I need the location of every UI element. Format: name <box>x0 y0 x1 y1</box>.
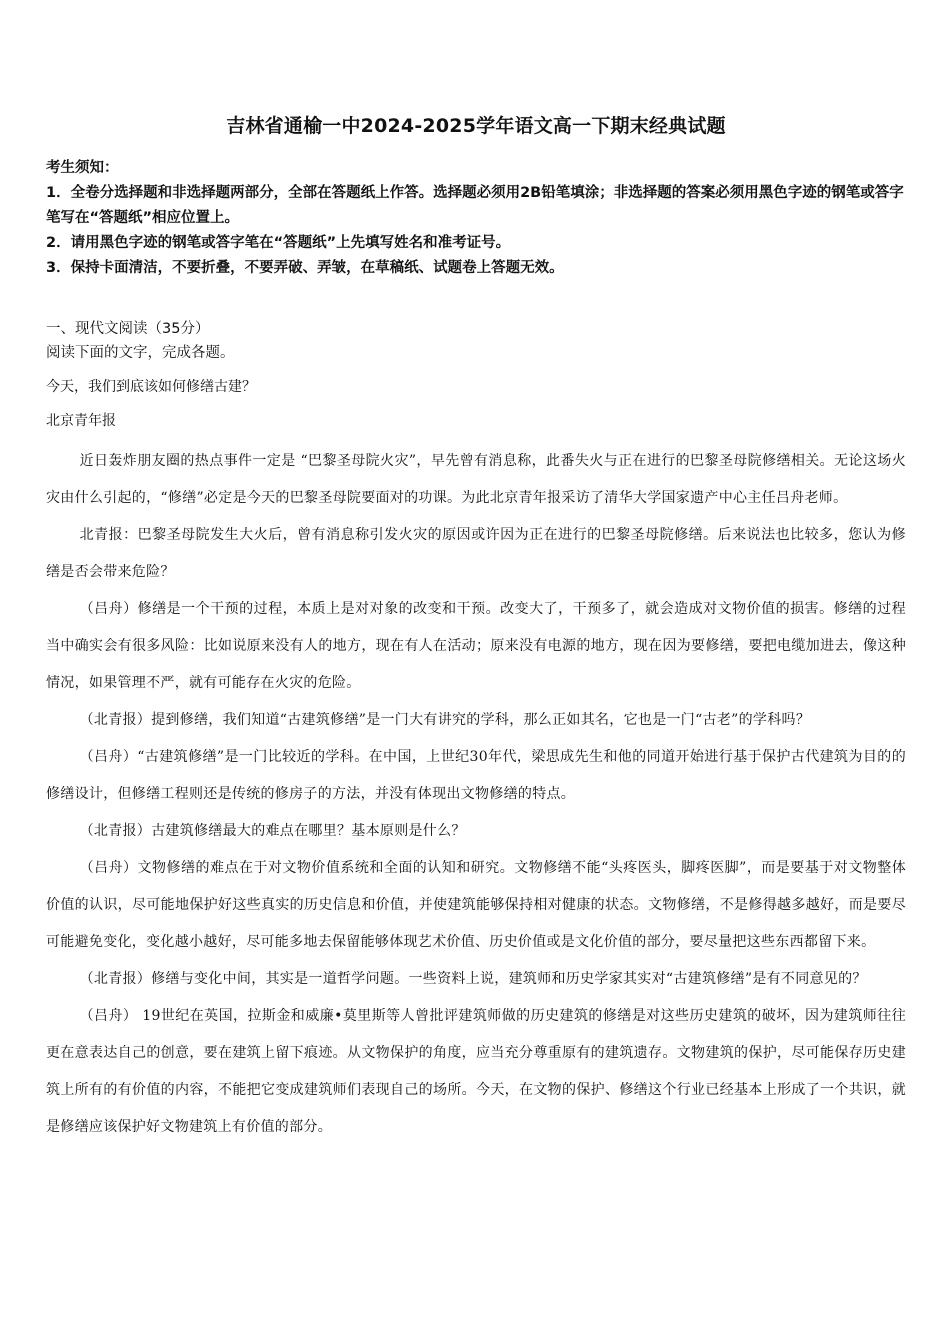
exam-title: 吉林省通榆一中2024-2025学年语文高一下期末经典试题 <box>226 115 726 137</box>
article-title: 今天，我们到底该如何修缮古建？ <box>46 379 256 395</box>
notice-item: 2．请用黑色字迹的钢笔或答字笔在“答题纸”上先填写姓名和准考证号。 <box>46 235 511 251</box>
article-paragraph: （吕舟）修缮是一个干预的过程，本质上是对对象的改变和干预。改变大了，干预多了，就会造成对文物价值的损害。修缮的过程当中确实会有很多风险：比如说原来没有人的地方，现在有人在活动；原来没有电源的地方，现在因为要修缮，要把电缆加进去，像这种情况，如果管理不严，就有可能存在火灾的危险。 <box>46 601 906 691</box>
article-paragraph: （北青报）提到修缮，我们知道“古建筑修缮”是一门大有讲究的学科，那么正如其名，它也是一门“古老”的学科吗？ <box>79 712 811 728</box>
section-heading: 一、现代文阅读（35分） <box>46 321 210 337</box>
notice-item: 3．保持卡面清洁，不要折叠，不要弄破、弄皱，在草稿纸、试题卷上答题无效。 <box>46 260 564 276</box>
article-paragraph: （北青报）修缮与变化中间，其实是一道哲学问题。一些资料上说，建筑师和历史学家其实对“古建筑修缮”是有不同意见的？ <box>79 971 867 987</box>
candidate-notice <box>46 156 906 281</box>
article-paragraph: （吕舟） 19世纪在英国，拉斯金和威廉•莫里斯等人曾批评建筑师做的历史建筑的修缮是对这些历史建筑的破坏，因为建筑师往往更在意表达自己的创意，要在建筑上留下痕迹。从文物保护的角度，应当充分尊重原有的建筑遗存。文物建筑的保护，尽可能保存历史建筑上所有的有价值的内容，不能把它变成建筑师们表现自己的场所。今天，在文物的保护、修缮这个行业已经基本上形成了一个共识，就是修缮应该保护好文物建筑上有价值的部分。 <box>46 1008 906 1135</box>
article-paragraph: 近日轰炸朋友圈的热点事件一定是 “巴黎圣母院火灾”，早先曾有消息称，此番失火与正在进行的巴黎圣母院修缮相关。无论这场火灾由什么引起的，“修缮”必定是今天的巴黎圣母院要面对的功课。为此北京青年报采访了清华大学国家遗产中心主任吕舟老师。 <box>46 453 906 506</box>
article-paragraph: （吕舟）文物修缮的难点在于对文物价值系统和全面的认知和研究。文物修缮不能“头疼医头，脚疼医脚”，而是要基于对文物整体价值的认识，尽可能地保护好这些真实的历史信息和价值，并使建筑能够保持相对健康的状态。文物修缮，不是修得越多越好，而是要尽可能避免变化，变化越小越好，尽可能多地去保留能够体现艺术价值、历史价值或是文化价值的部分，要尽量把这些东西都留下来。 <box>46 860 906 950</box>
notice-heading: 考生须知： <box>46 160 119 176</box>
article-paragraph: 北青报：巴黎圣母院发生大火后，曾有消息称引发火灾的原因或许因为正在进行的巴黎圣母院修缮。后来说法也比较多，您认为修缮是否会带来危险？ <box>46 527 906 580</box>
reading-instruction: 阅读下面的文字，完成各题。 <box>46 345 235 361</box>
notice-item: 1．全卷分选择题和非选择题两部分，全部在答题纸上作答。选择题必须用2B铅笔填涂；非选择题的答案必须用黑色字迹的钢笔或答字笔写在“答题纸”相应位置上。 <box>46 185 904 226</box>
article-paragraph: （吕舟）“古建筑修缮”是一门比较近的学科。在中国，上世纪30年代，梁思成先生和他的同道开始进行基于保护古代建筑为目的的修缮设计，但修缮工程则还是传统的修房子的方法，并没有体现出文物修缮的特点。 <box>46 749 906 802</box>
article-source: 北京青年报 <box>46 413 116 429</box>
article-paragraph: （北青报）古建筑修缮最大的难点在哪里？基本原则是什么？ <box>79 823 466 839</box>
article-body <box>46 443 906 1146</box>
